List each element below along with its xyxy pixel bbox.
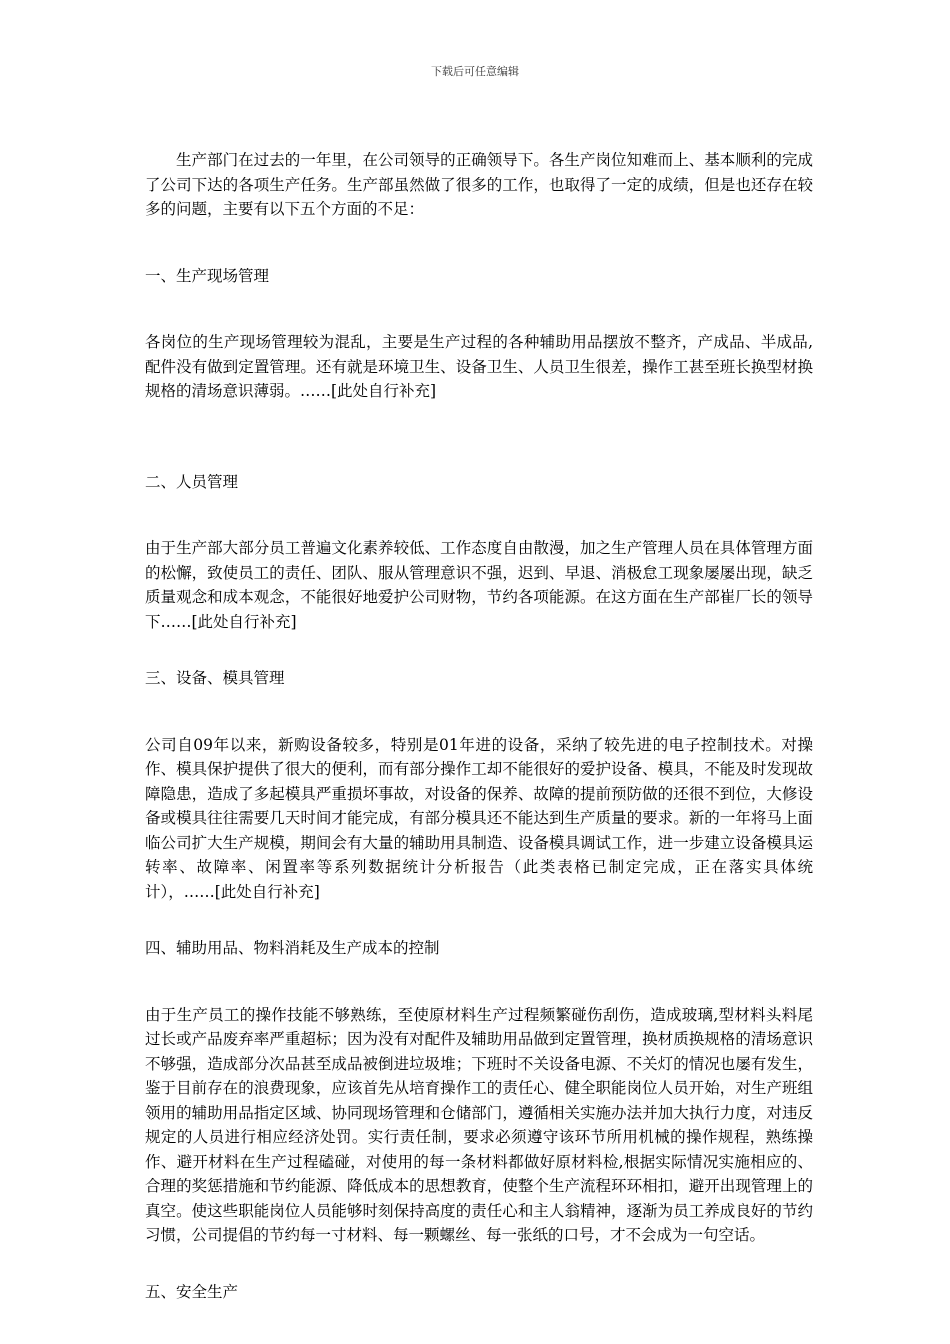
section-5-heading: 五、安全生产 xyxy=(145,1282,239,1301)
section-2-body: 由于生产部大部分员工普遍文化素养较低、工作态度自由散漫，加之生产管理人员在具体管理方面的松懈，致使员工的责任、团队、服从管理意识不强，迟到、早退、消极怠工现象屡屡出现，缺乏质量观念和成本观念，不能很好地爱护公司财物，节约各项能源。在这方面在生产部崔厂长的领导下……[此处自行补充] xyxy=(145,539,813,631)
header-note: 下载后可任意编辑 xyxy=(431,65,519,78)
section-3-body: 公司自09年以来，新购设备较多，特别是01年进的设备，采纳了较先进的电子控制技术。对操作、模具保护提供了很大的便利，而有部分操作工却不能很好的爱护设备、模具，不能及时发现故障隐患，造成了多起模具严重损坏事故，对设备的保养、故障的提前预防做的还很不到位，大修设备或模具往往需要几天时间才能完成，有部分模具还不能达到生产质量的要求。新的一年将马上面临公司扩大生产规模，期间会有大量的辅助用具制造、设备模具调试工作，进一步建立设备模具运转率、故障率、闲置率等系列数据统计分析报告（此类表格已制定完成，正在落实具体统计），……[此处自行补充] xyxy=(145,735,813,901)
section-3-heading: 三、设备、模具管理 xyxy=(145,669,285,687)
section-2-heading: 二、人员管理 xyxy=(145,472,239,491)
section-1-body: 各岗位的生产现场管理较为混乱，主要是生产过程的各种辅助用品摆放不整齐，产成品、半成品,配件没有做到定置管理。还有就是环境卫生、设备卫生、人员卫生很差，操作工甚至班长换型材换规格的清场意识薄弱。……[此处自行补充] xyxy=(145,333,813,400)
section-1-heading: 一、生产现场管理 xyxy=(145,266,270,285)
document-body xyxy=(145,148,813,1304)
intro-paragraph: 生产部门在过去的一年里，在公司领导的正确领导下。各生产岗位知难而上、基本顺利的完成了公司下达的各项生产任务。生产部虽然做了很多的工作，也取得了一定的成绩，但是也还存在较多的问题，主要有以下五个方面的不足： xyxy=(145,151,813,218)
section-4-heading: 四、辅助用品、物料消耗及生产成本的控制 xyxy=(145,939,440,957)
section-4-body: 由于生产员工的操作技能不够熟练，至使原材料生产过程频繁碰伤刮伤，造成玻璃,型材料头料尾过长或产品废弃率严重超标；因为没有对配件及辅助用品做到定置管理，换材质换规格的清场意识不够强，造成部分次品甚至成品被倒进垃圾堆；下班时不关设备电源、不关灯的情况也屡有发生，鉴于目前存在的浪费现象，应该首先从培育操作工的责任心、健全职能岗位人员开始，对生产班组领用的辅助用品指定区域、协同现场管理和仓储部门，遵循相关实施办法并加大执行力度，对违反规定的人员进行相应经济处罚。实行责任制，要求必须遵守该环节所用机械的操作规程，熟练操作、避开材料在生产过程磕碰，对使用的每一条材料都做好原材料检,根据实际情况实施相应的、合理的奖惩措施和节约能源、降低成本的思想教育，使整个生产流程环环相扣，避开出现管理上的真空。使这些职能岗位人员能够时刻保持高度的责任心和主人翁精神，逐渐为员工养成良好的节约习惯，公司提倡的节约每一寸材料、每一颗螺丝、每一张纸的口号，才不会成为一句空话。 xyxy=(145,1005,813,1244)
